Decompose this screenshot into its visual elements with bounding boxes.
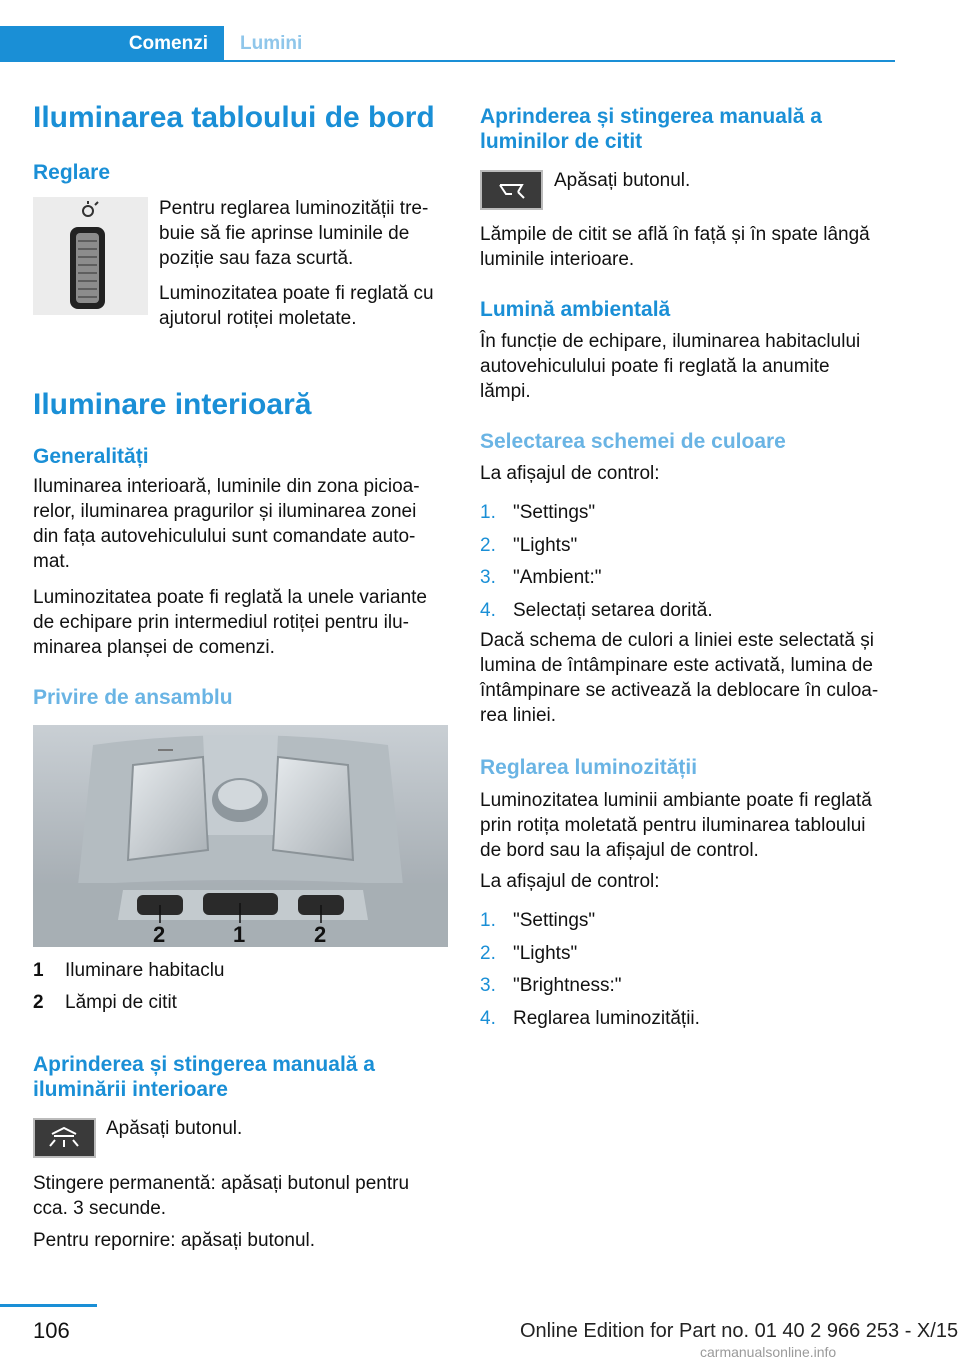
text-line: lumina de întâmpinare este activată, lumina de xyxy=(480,655,873,676)
text-line: Pentru reglarea luminozității tre‐ xyxy=(159,198,429,219)
list-item xyxy=(480,500,895,533)
edition-note: Online Edition for Part no. 01 40 2 966 253 - X/15 xyxy=(520,1320,959,1342)
heading-reglarea-luminozitatii: Reglarea luminozității xyxy=(480,756,698,779)
step-text: "Lights" xyxy=(513,534,578,556)
text-line: poziție sau faza scurtă. xyxy=(159,248,354,269)
list-item xyxy=(480,598,895,631)
text-line: buie să fie aprinse luminile de xyxy=(159,223,410,244)
heading-interior-lighting: Iluminare interioară xyxy=(33,388,312,421)
reglare-text-1 xyxy=(159,196,428,271)
text-line: Luminozitatea poate fi reglată la unele variante xyxy=(33,587,427,608)
text-line: Iluminarea interioară, luminile din zona picioa‐ xyxy=(33,476,420,497)
generalitati-text-2 xyxy=(33,585,427,660)
heading-aprinderea-iluminarii-interioare xyxy=(33,1052,375,1102)
text-line: Lămpile de citit se află în față și în spate lângă xyxy=(480,224,870,245)
heading-line: Aprinderea și stingerea manuală a xyxy=(480,105,822,128)
figure-label-2-right: 2 xyxy=(314,922,327,947)
text-line: Luminozitatea luminii ambiante poate fi reglată xyxy=(480,790,872,811)
list-item xyxy=(480,1006,895,1039)
generalitati-text-1 xyxy=(33,474,420,574)
text-line: autovehiculului poate fi reglată la anumite xyxy=(480,356,830,377)
text-line: ajutorul rotiței moletate. xyxy=(159,308,357,329)
list-item xyxy=(480,565,895,598)
page-number: 106 xyxy=(33,1318,70,1343)
steps-list-brightness xyxy=(480,908,895,1038)
daca-schema-text xyxy=(480,628,878,728)
step-number: 4. xyxy=(480,1007,496,1029)
text-line: întâmpinare se activează la deblocare în culoa‐ xyxy=(480,680,879,701)
figure-label-2-left: 2 xyxy=(153,922,166,947)
text-line: relor, iluminarea pragurilor și iluminarea zonei xyxy=(33,501,417,522)
reading-light-button-image xyxy=(480,170,543,210)
heading-selectarea-schemei: Selectarea schemei de culoare xyxy=(480,430,786,453)
overhead-console-image xyxy=(33,725,448,947)
text-line: de echipare prin intermediul rotiței pentru ilu‐ xyxy=(33,612,409,633)
step-number: 1. xyxy=(480,910,496,931)
legend-item xyxy=(33,990,448,1022)
watermark: carmanualsonline.info xyxy=(700,1344,837,1360)
interior-light-button-image xyxy=(33,1118,96,1158)
step-number: 2. xyxy=(480,942,496,964)
thumbwheel-image xyxy=(33,197,148,315)
heading-privire-ansamblu: Privire de ansamblu xyxy=(33,686,233,709)
apasati-text-left: Apăsați butonul. xyxy=(106,1118,243,1139)
text-line: lămpi. xyxy=(480,381,531,402)
text-line: prin rotița moletată pentru iluminarea tabloului xyxy=(480,815,866,836)
text-line: mat. xyxy=(33,551,70,572)
text-line: minarea planșei de comenzi. xyxy=(33,637,275,658)
text-line: Dacă schema de culori a liniei este selectată și xyxy=(480,630,874,651)
legend-text: Lămpi de citit xyxy=(65,992,177,1013)
legend-number: 2 xyxy=(33,992,44,1013)
list-item xyxy=(480,973,895,1006)
legend-number: 1 xyxy=(33,960,44,981)
text-line: Stingere permanentă: apăsați butonul pentru xyxy=(33,1173,410,1194)
heading-line: luminilor de citit xyxy=(480,130,643,153)
heading-line: Aprinderea și stingerea manuală a xyxy=(33,1053,375,1076)
legend-text: Iluminare habitaclu xyxy=(65,960,225,981)
stingere-permanenta-text xyxy=(33,1171,409,1221)
ambientala-text xyxy=(480,329,860,404)
list-item xyxy=(480,533,895,566)
tab-lumini[interactable]: Lumini xyxy=(240,33,303,54)
figure-label-1: 1 xyxy=(233,922,246,947)
step-text: "Settings" xyxy=(513,502,596,523)
step-number: 4. xyxy=(480,599,496,621)
citit-text xyxy=(480,222,870,272)
heading-lumina-ambientala: Lumină ambientală xyxy=(480,298,671,321)
list-item xyxy=(480,941,895,974)
steps-list-color-scheme xyxy=(480,500,895,630)
step-number: 3. xyxy=(480,567,496,588)
chapter-header xyxy=(0,26,895,62)
footer-rule xyxy=(0,1304,97,1307)
step-text: Selectați setarea dorită. xyxy=(513,599,713,621)
text-line: cca. 3 secunde. xyxy=(33,1198,167,1219)
step-text: "Settings" xyxy=(513,910,596,931)
heading-reglare: Reglare xyxy=(33,161,111,184)
tab-comenzi[interactable]: Comenzi xyxy=(0,26,224,62)
step-number: 2. xyxy=(480,534,496,556)
text-line: În funcție de echipare, iluminarea habitaclului xyxy=(480,331,861,352)
text-line: Luminozitatea poate fi reglată cu xyxy=(159,283,434,304)
step-text: "Brightness:" xyxy=(513,975,622,996)
text-line: de bord sau la afișajul de control. xyxy=(480,840,759,861)
repornire-text: Pentru repornire: apăsați butonul. xyxy=(33,1230,316,1251)
heading-generalitati: Generalități xyxy=(33,445,149,468)
heading-line: iluminării interioare xyxy=(33,1078,228,1101)
heading-dashboard-lighting: Iluminarea tabloului de bord xyxy=(33,101,435,134)
step-text: Reglarea luminozității. xyxy=(513,1007,700,1029)
step-text: "Ambient:" xyxy=(513,567,602,588)
apasati-text-right: Apăsați butonul. xyxy=(554,170,691,191)
step-text: "Lights" xyxy=(513,942,578,964)
text-line: din fața autovehiculului sunt comandate auto‐ xyxy=(33,526,416,547)
la-afisaj-text-1: La afișajul de control: xyxy=(480,463,660,484)
text-line: luminile interioare. xyxy=(480,249,635,270)
header-rule xyxy=(0,60,895,62)
step-number: 3. xyxy=(480,975,496,996)
list-item xyxy=(480,908,895,941)
reglare-text-2 xyxy=(159,281,434,331)
luminozitate-text xyxy=(480,788,872,863)
figure-legend xyxy=(33,958,448,1022)
step-number: 1. xyxy=(480,502,496,523)
la-afisaj-text-2: La afișajul de control: xyxy=(480,871,660,892)
text-line: rea liniei. xyxy=(480,705,557,726)
legend-item xyxy=(33,958,448,990)
heading-aprinderea-luminilor-citit xyxy=(480,104,822,154)
